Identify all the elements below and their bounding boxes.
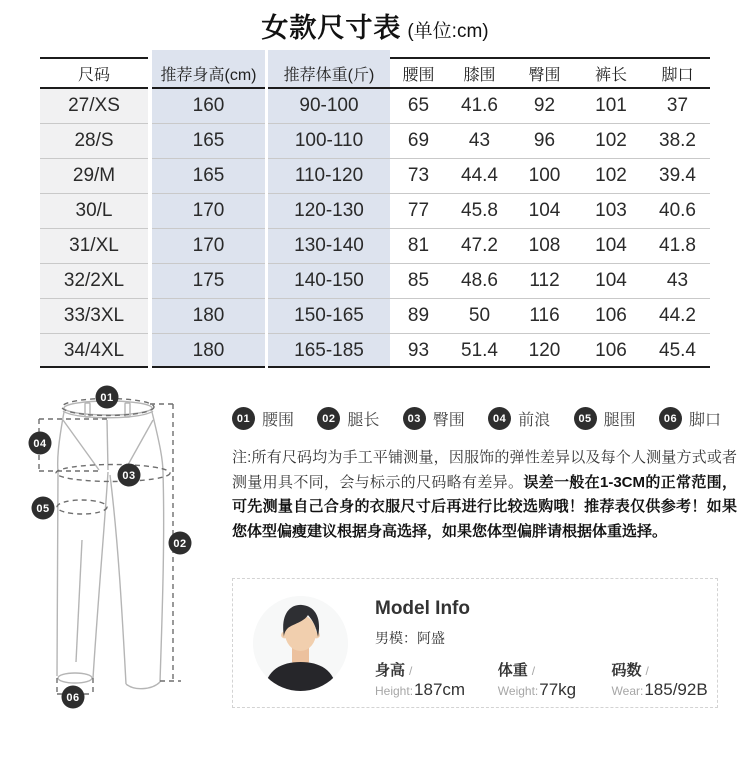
table-header-cell: 臀围 — [528, 66, 561, 84]
measure-badge-04 — [29, 432, 52, 455]
model-avatar-illustration — [253, 596, 348, 691]
legend-badge: 05 — [574, 407, 597, 430]
table-cell: 102 — [595, 164, 627, 186]
table-cell: 130-140 — [294, 234, 364, 256]
table-row — [40, 333, 710, 368]
legend-item — [574, 407, 636, 430]
legend-item — [317, 407, 379, 430]
table-header-cell: 推荐体重(斤) — [283, 66, 375, 84]
table-cell: 180 — [192, 304, 225, 326]
measure-badge-02 — [169, 532, 192, 555]
table-cell: 31/XL — [69, 234, 119, 256]
table-cell: 160 — [192, 94, 225, 116]
table-cell: 43 — [468, 129, 491, 151]
legend-label: 腿长 — [347, 412, 380, 429]
table-cell: 100-110 — [294, 129, 364, 151]
table-cell: 180 — [192, 339, 225, 361]
table-cell: 45.8 — [461, 199, 498, 221]
table-cell: 85 — [407, 269, 430, 291]
svg-text:03: 03 — [122, 470, 136, 482]
table-cell: 104 — [528, 199, 561, 221]
note-bold: 误差一般在1-3CM的正常范围，可先测量自己合身的衣服尺寸后再进行比较选购哦！推荐表仅供参考！如果您体型偏瘦建议根据身高选择，如果您体型偏胖请根据体重选择。 — [232, 473, 737, 540]
table-cell: 50 — [468, 304, 491, 326]
table-cell: 47.2 — [461, 234, 498, 256]
table-row — [40, 123, 710, 158]
title-unit: (单位:cm) — [407, 21, 489, 42]
svg-text:05: 05 — [36, 503, 50, 515]
table-cell: 104 — [595, 234, 627, 256]
page-title — [0, 6, 750, 45]
table-header-cell: 脚口 — [661, 66, 694, 84]
table-cell: 170 — [192, 234, 225, 256]
table-cell: 39.4 — [659, 164, 696, 186]
table-row — [40, 298, 710, 333]
legend-item — [232, 407, 294, 430]
table-cell: 33/3XL — [63, 304, 125, 326]
legend-label: 臀围 — [432, 412, 465, 429]
legend-badge: 04 — [488, 407, 511, 430]
table-cell: 110-120 — [294, 164, 364, 186]
model-stat: 身高 / Height:187cm — [375, 662, 466, 699]
table-header-cell: 尺码 — [77, 66, 110, 84]
table-header-cell: 裤长 — [594, 66, 627, 84]
table-cell: 73 — [407, 164, 430, 186]
measure-badge-01 — [96, 386, 119, 409]
legend-label: 腰围 — [262, 412, 295, 429]
legend-item — [488, 407, 550, 430]
table-cell: 165 — [192, 164, 225, 186]
legend-badge: 02 — [317, 407, 340, 430]
table-cell: 81 — [407, 234, 430, 256]
table-cell: 44.2 — [659, 304, 696, 326]
table-row — [40, 263, 710, 298]
model-stat: 码数 / Wear:185/92B — [611, 662, 708, 699]
table-cell: 44.4 — [461, 164, 498, 186]
title-text: 女款尺寸表 — [261, 13, 402, 43]
legend-badge: 03 — [403, 407, 426, 430]
legend-label: 脚口 — [688, 412, 721, 429]
table-header-cell: 推荐身高(cm) — [160, 66, 257, 84]
legend-badge: 06 — [659, 407, 682, 430]
table-cell: 106 — [595, 339, 627, 361]
svg-text:01: 01 — [100, 392, 114, 404]
table-cell: 175 — [192, 269, 225, 291]
table-cell: 37 — [666, 94, 689, 116]
table-cell: 27/XS — [68, 94, 120, 116]
table-header-row — [40, 58, 710, 88]
model-stats — [375, 659, 717, 700]
table-header-cell: 腰围 — [402, 66, 435, 84]
measure-badge-03 — [118, 464, 141, 487]
table-cell: 51.4 — [461, 339, 498, 361]
svg-text:02: 02 — [173, 538, 187, 550]
table-cell: 41.6 — [461, 94, 498, 116]
table-cell: 150-165 — [294, 304, 364, 326]
legend-badge: 01 — [232, 407, 255, 430]
table-cell: 90-100 — [299, 94, 359, 116]
legend-item — [403, 407, 465, 430]
svg-text:04: 04 — [33, 438, 47, 450]
table-cell: 104 — [595, 269, 627, 291]
table-cell: 65 — [407, 94, 430, 116]
size-note — [232, 446, 737, 544]
table-row — [40, 193, 710, 228]
table-cell: 29/M — [72, 164, 116, 186]
legend-label: 前浪 — [518, 412, 551, 429]
table-row — [40, 228, 710, 263]
measurement-lines — [39, 399, 181, 695]
table-cell: 100 — [528, 164, 561, 186]
table-cell: 77 — [407, 199, 430, 221]
table-cell: 108 — [528, 234, 561, 256]
table-cell: 120-130 — [294, 199, 364, 221]
table-row — [40, 158, 710, 193]
table-cell: 40.6 — [659, 199, 696, 221]
table-cell: 101 — [595, 94, 627, 116]
table-cell: 116 — [529, 304, 560, 326]
measure-badge-05 — [32, 497, 55, 520]
table-cell: 120 — [528, 339, 561, 361]
legend-label: 腿围 — [603, 412, 636, 429]
table-cell: 93 — [407, 339, 430, 361]
note-regular: 注:所有尺码均为手工平铺测量，因服饰的弹性差异以及每个人测量方式或者测量用具不同，会与标示的尺码略有差异。 — [232, 449, 737, 491]
table-cell: 96 — [533, 129, 556, 151]
table-cell: 69 — [407, 129, 430, 151]
measurement-legend — [232, 407, 721, 430]
model-stat: 体重 / Weight:77kg — [497, 662, 577, 699]
table-cell: 165 — [192, 129, 225, 151]
table-cell: 89 — [407, 304, 430, 326]
table-cell: 32/2XL — [63, 269, 125, 291]
model-avatar — [253, 596, 348, 691]
table-cell: 170 — [192, 199, 225, 221]
table-cell: 30/L — [75, 199, 113, 221]
table-row — [40, 88, 710, 123]
table-cell: 48.6 — [461, 269, 498, 291]
measure-badge-06 — [62, 686, 85, 709]
legend-item — [659, 407, 721, 430]
svg-text:06: 06 — [66, 692, 80, 704]
table-cell: 112 — [529, 269, 560, 291]
model-name: 男模：阿盛 — [375, 630, 445, 646]
table-cell: 102 — [595, 129, 627, 151]
table-cell: 106 — [595, 304, 627, 326]
pants-outline — [57, 401, 164, 689]
table-cell: 41.8 — [659, 234, 696, 256]
size-table — [40, 50, 710, 370]
table-cell: 92 — [533, 94, 556, 116]
table-cell: 43 — [666, 269, 689, 291]
table-header-cell: 膝围 — [463, 66, 496, 84]
table-cell: 28/S — [74, 129, 114, 151]
table-cell: 140-150 — [294, 269, 364, 291]
model-info-title: Model Info — [375, 598, 470, 619]
table-cell: 45.4 — [659, 339, 696, 361]
table-content — [40, 58, 710, 368]
table-cell: 34/4XL — [63, 339, 125, 361]
model-info-text — [375, 598, 717, 700]
table-cell: 38.2 — [659, 129, 696, 151]
pants-measurement-diagram — [15, 383, 220, 713]
table-cell: 103 — [595, 199, 627, 221]
model-info-card — [232, 578, 718, 708]
table-cell: 165-185 — [294, 339, 364, 361]
